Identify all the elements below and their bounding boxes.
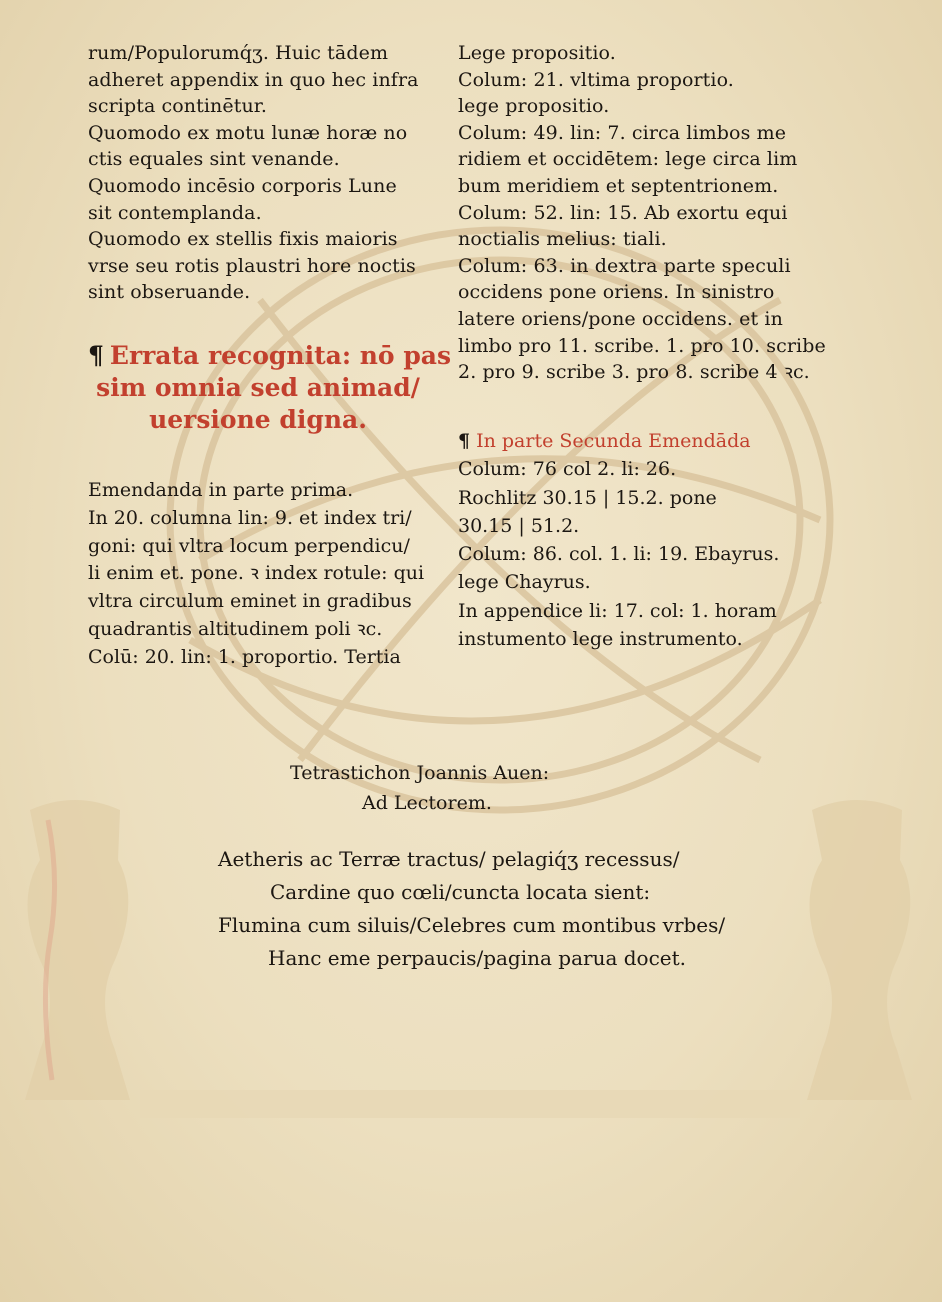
text-line: scripta continētur. (88, 95, 268, 118)
verse-line: Hanc eme perpaucis/pagina parua docet. (268, 946, 687, 970)
errata-heading-line: uersione digna. (149, 405, 367, 434)
text-line: latere oriens/pone occidens. et in (458, 307, 783, 330)
text-line: Colum: 21. vltima proportio. (458, 68, 734, 91)
text-line: vrse seu rotis plaustri hore noctis (88, 254, 416, 277)
text-line: ridiem et occidētem: lege circa lim (458, 148, 798, 171)
pilcrow-mark: ¶ (88, 341, 104, 370)
text-line: rum/Populorumq́ʒ. Huic tādem (88, 42, 389, 64)
text-line: 2. pro 9. scribe 3. pro 8. scribe 4 ꝛc. (458, 361, 810, 384)
text-line: Colum: 52. lin: 15. Ab exortu equi (458, 201, 788, 224)
left-errata-block (88, 477, 448, 672)
text-line: ctis equales sint venande. (88, 148, 340, 171)
text-line: goni: qui vltra locum perpendicu/ (88, 534, 410, 557)
verse-line: Flumina cum siluis/Celebres cum montibus vrbes/ (218, 913, 726, 937)
text-line: Lege propositio. (458, 42, 616, 64)
right-column-text (458, 40, 826, 386)
text-line: vltra circulum eminet in gradibus (88, 590, 412, 613)
errata-heading-line: sim omnia sed animad/ (96, 373, 420, 402)
text-line: lege propositio. (458, 95, 610, 118)
text-line: instumento lege instrumento. (458, 628, 743, 651)
text-line: li enim et. pone. ꝛ index rotule: qui (88, 562, 425, 585)
text-line: Quomodo ex motu lunæ horæ no (88, 121, 408, 144)
text-line: occidens pone oriens. In sinistro (458, 281, 775, 304)
errata-subheading: Emendanda in parte prima. (88, 479, 354, 501)
errata-subheading: In parte Secunda Emendāda (476, 430, 751, 452)
verse-line: Cardine quo cœli/cuncta locata sient: (270, 880, 651, 904)
text-line: lege Chayrus. (458, 571, 591, 594)
left-column-text (88, 40, 440, 306)
errata-heading-line (88, 340, 452, 372)
text-line: Colum: 86. col. 1. li: 19. Ebayrus. (458, 543, 780, 566)
tetrastichon-dedication: Ad Lectorem. (362, 792, 492, 814)
text-line: bum meridiem et septentrionem. (458, 174, 779, 197)
text-line: 30.15 | 51.2. (458, 514, 580, 537)
text-line: adheret appendix in quo hec infra (88, 68, 419, 91)
text-line: Rochlitz 30.15 | 15.2. pone (458, 486, 717, 509)
verse-line: Aetheris ac Terræ tractus/ pelagiq́ʒ recessus/ (218, 847, 680, 871)
pilcrow-mark: ¶ (458, 430, 471, 452)
text-line: In 20. columna lin: 9. et index tri/ (88, 506, 412, 529)
right-errata-block (458, 427, 808, 653)
text-line: Colum: 49. lin: 7. circa limbos me (458, 121, 787, 144)
errata-subheading-line (458, 427, 808, 455)
tetrastichon-title-line: Tetrastichon Joannis Auen: (290, 762, 550, 784)
text-line: limbo pro 11. scribe. 1. pro 10. scribe (458, 334, 826, 357)
text-line: Quomodo incēsio corporis Lune (88, 174, 397, 197)
text-line: Colū: 20. lin: 1. proportio. Tertia (88, 645, 401, 668)
text-line: Colum: 76 col 2. li: 26. (458, 458, 677, 481)
text-line: sit contemplanda. (88, 201, 262, 224)
text-line: sint obseruande. (88, 281, 251, 304)
text-line: quadrantis altitudinem poli ꝛc. (88, 617, 383, 640)
errata-heading-text: Errata recognita: nō pas (109, 341, 452, 370)
text-line: noctialis melius: tiali. (458, 228, 667, 251)
errata-heading (88, 340, 452, 436)
text-line: Colum: 63. in dextra parte speculi (458, 254, 791, 277)
text-line: Quomodo ex stellis fixis maioris (88, 228, 398, 251)
text-line: In appendice li: 17. col: 1. horam (458, 599, 777, 622)
